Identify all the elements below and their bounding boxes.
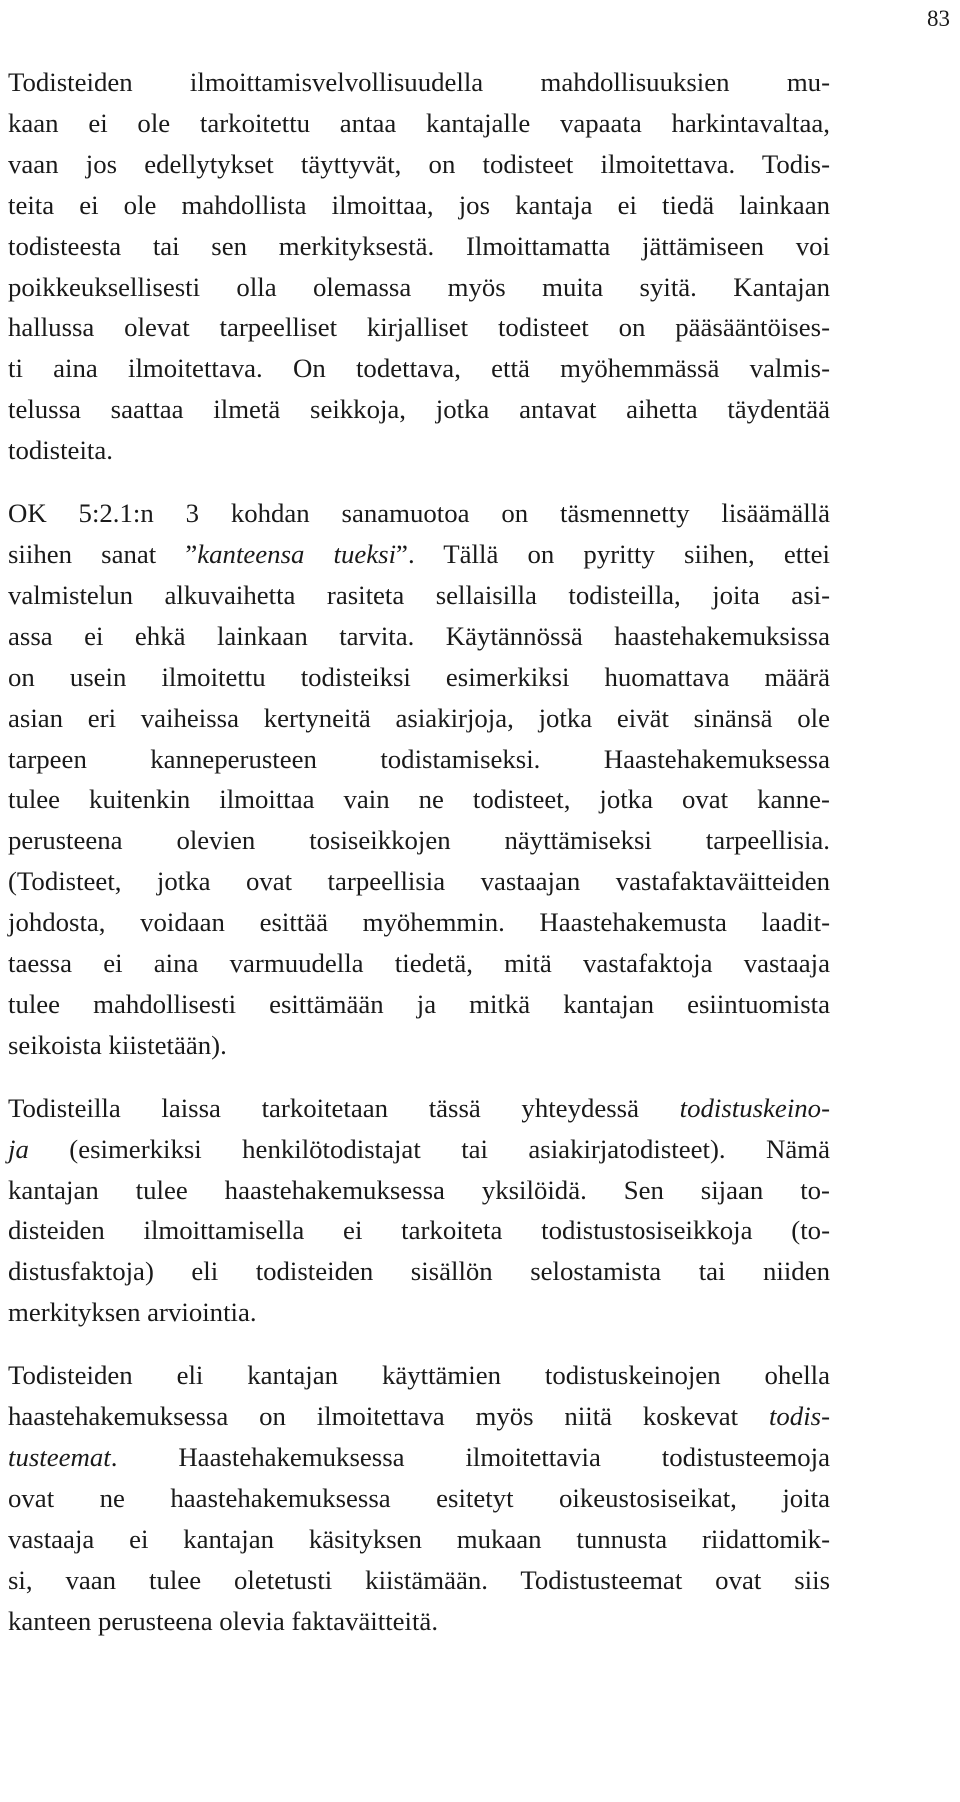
text-segment: vastaaja ei kantajan käsityksen mukaan tunnusta riidattomik- — [8, 1523, 830, 1554]
text-line — [8, 739, 830, 780]
italic-text: kanteensa tueksi — [197, 538, 397, 569]
text-segment: valmistelun alkuvaihetta rasiteta sellaisilla todisteilla, joita asi- — [8, 579, 830, 610]
text-line — [8, 103, 830, 144]
text-line — [8, 657, 830, 698]
text-segment: vaan jos edellytykset täyttyvät, on todisteet ilmoitettava. Todis- — [8, 148, 830, 179]
text-line — [8, 267, 830, 308]
paragraph — [8, 62, 830, 471]
text-segment: on usein ilmoitettu todisteiksi esimerkiksi huomattava määrä — [8, 661, 830, 692]
text-line — [8, 389, 830, 430]
text-segment: perusteena olevien tosiseikkojen näyttämiseksi tarpeellisia. — [8, 825, 830, 856]
text-line — [8, 307, 830, 348]
text-segment: . Haastehakemuksessa ilmoitettavia todistusteemoja — [110, 1442, 830, 1472]
text-segment: ”. Tällä on pyritty siihen, ettei — [396, 538, 830, 569]
text-segment: tulee mahdollisesti esittämään ja mitkä kantajan esiintuomista — [8, 988, 830, 1019]
text-segment: taessa ei aina varmuudella tiedetä, mitä vastafaktoja vastaaja — [8, 948, 830, 979]
text-segment: Todisteiden ilmoittamisvelvollisuudella mahdollisuuksien mu- — [8, 67, 830, 97]
text-segment: seikoista kiistetään). — [8, 1029, 227, 1060]
text-line — [8, 779, 830, 820]
text-line — [8, 1129, 830, 1170]
text-line — [8, 1560, 830, 1601]
page-number: 83 — [927, 6, 950, 31]
text-segment: distusfaktoja) eli todisteiden sisällön selostamista tai niiden — [8, 1256, 830, 1287]
paragraph — [8, 1088, 830, 1333]
text-segment: johdosta, voidaan esittää myöhemmin. Haastehakemusta laadit- — [8, 907, 830, 938]
text-segment: OK 5:2.1:n 3 kohdan sanamuotoa on täsmennetty lisäämällä — [8, 498, 830, 529]
text-line — [8, 185, 830, 226]
text-segment: kanteen perusteena olevia faktaväitteitä. — [8, 1605, 439, 1636]
text-segment: tarpeen kanneperusteen todistamiseksi. Haastehakemuksessa — [8, 743, 830, 774]
text-line — [8, 1601, 830, 1642]
text-segment: disteiden ilmoittamisella ei tarkoiteta todistustosiseikkoja (to- — [8, 1215, 830, 1246]
text-line — [8, 1396, 830, 1437]
text-segment: Todisteilla laissa tarkoitetaan tässä yhteydessä — [8, 1092, 680, 1123]
text-line — [8, 616, 830, 657]
text-line — [8, 1437, 830, 1478]
text-segment: si, vaan tulee oletetusti kiistämään. Todistusteemat ovat siis — [8, 1564, 830, 1595]
text-line — [8, 575, 830, 616]
text-line — [8, 144, 830, 185]
text-line — [8, 902, 830, 943]
text-line — [8, 861, 830, 902]
text-segment: tulee kuitenkin ilmoittaa vain ne todisteet, jotka ovat kanne- — [8, 784, 830, 815]
text-segment: todisteita. — [8, 435, 113, 466]
text-line — [8, 493, 830, 534]
paragraph — [8, 1355, 830, 1641]
text-segment: teita ei ole mahdollista ilmoittaa, jos kantaja ei tiedä lainkaan — [8, 189, 830, 220]
italic-text: todis- — [768, 1401, 830, 1432]
body-text — [8, 62, 830, 1664]
text-line — [8, 1170, 830, 1211]
text-line — [8, 1210, 830, 1251]
text-line — [8, 62, 830, 103]
text-segment: haastehakemuksessa on ilmoitettava myös niitä koskevat — [8, 1401, 769, 1432]
text-line — [8, 1088, 830, 1129]
text-segment: kantajan tulee haastehakemuksessa yksilöidä. Sen sijaan to- — [8, 1174, 830, 1205]
text-line — [8, 226, 830, 267]
paragraph — [8, 493, 830, 1066]
text-segment: kaan ei ole tarkoitettu antaa kantajalle vapaata harkintavaltaa, — [8, 107, 830, 138]
text-line — [8, 1519, 830, 1560]
text-line — [8, 984, 830, 1025]
text-line — [8, 698, 830, 739]
text-segment: assa ei ehkä lainkaan tarvita. Käytännössä haastehakemuksissa — [8, 620, 830, 651]
italic-text: ja — [8, 1133, 29, 1164]
text-line — [8, 820, 830, 861]
text-segment: merkityksen arviointia. — [8, 1297, 257, 1328]
text-segment: todisteesta tai sen merkityksestä. Ilmoittamatta jättämiseen voi — [8, 230, 830, 261]
text-segment: ti aina ilmoitettava. On todettava, että myöhemmässä valmis- — [8, 353, 830, 384]
text-segment: (esimerkiksi henkilötodistajat tai asiakirjatodisteet). Nämä — [28, 1133, 830, 1164]
text-segment: asian eri vaiheissa kertyneitä asiakirjoja, jotka eivät sinänsä ole — [8, 702, 830, 733]
text-segment: telussa saattaa ilmetä seikkoja, jotka antavat aihetta täydentää — [8, 394, 830, 425]
text-line — [8, 348, 830, 389]
text-line — [8, 1025, 830, 1066]
text-segment: siihen sanat ” — [8, 538, 198, 569]
text-line — [8, 1251, 830, 1292]
text-line — [8, 1292, 830, 1333]
text-segment: ovat ne haastehakemuksessa esitetyt oikeustosiseikat, joita — [8, 1482, 830, 1513]
italic-text: todistuskeino- — [679, 1092, 830, 1123]
text-line — [8, 534, 830, 575]
italic-text: tusteemat — [8, 1442, 111, 1472]
text-line — [8, 1355, 830, 1396]
text-line — [8, 430, 830, 471]
text-segment: poikkeuksellisesti olla olemassa myös muita syitä. Kantajan — [8, 271, 830, 302]
text-segment: hallussa olevat tarpeelliset kirjalliset todisteet on pääsääntöises- — [8, 312, 830, 343]
text-segment: Todisteiden eli kantajan käyttämien todistuskeinojen ohella — [8, 1360, 830, 1391]
text-line — [8, 943, 830, 984]
text-segment: (Todisteet, jotka ovat tarpeellisia vastaajan vastafaktaväitteiden — [8, 866, 830, 897]
text-line — [8, 1478, 830, 1519]
